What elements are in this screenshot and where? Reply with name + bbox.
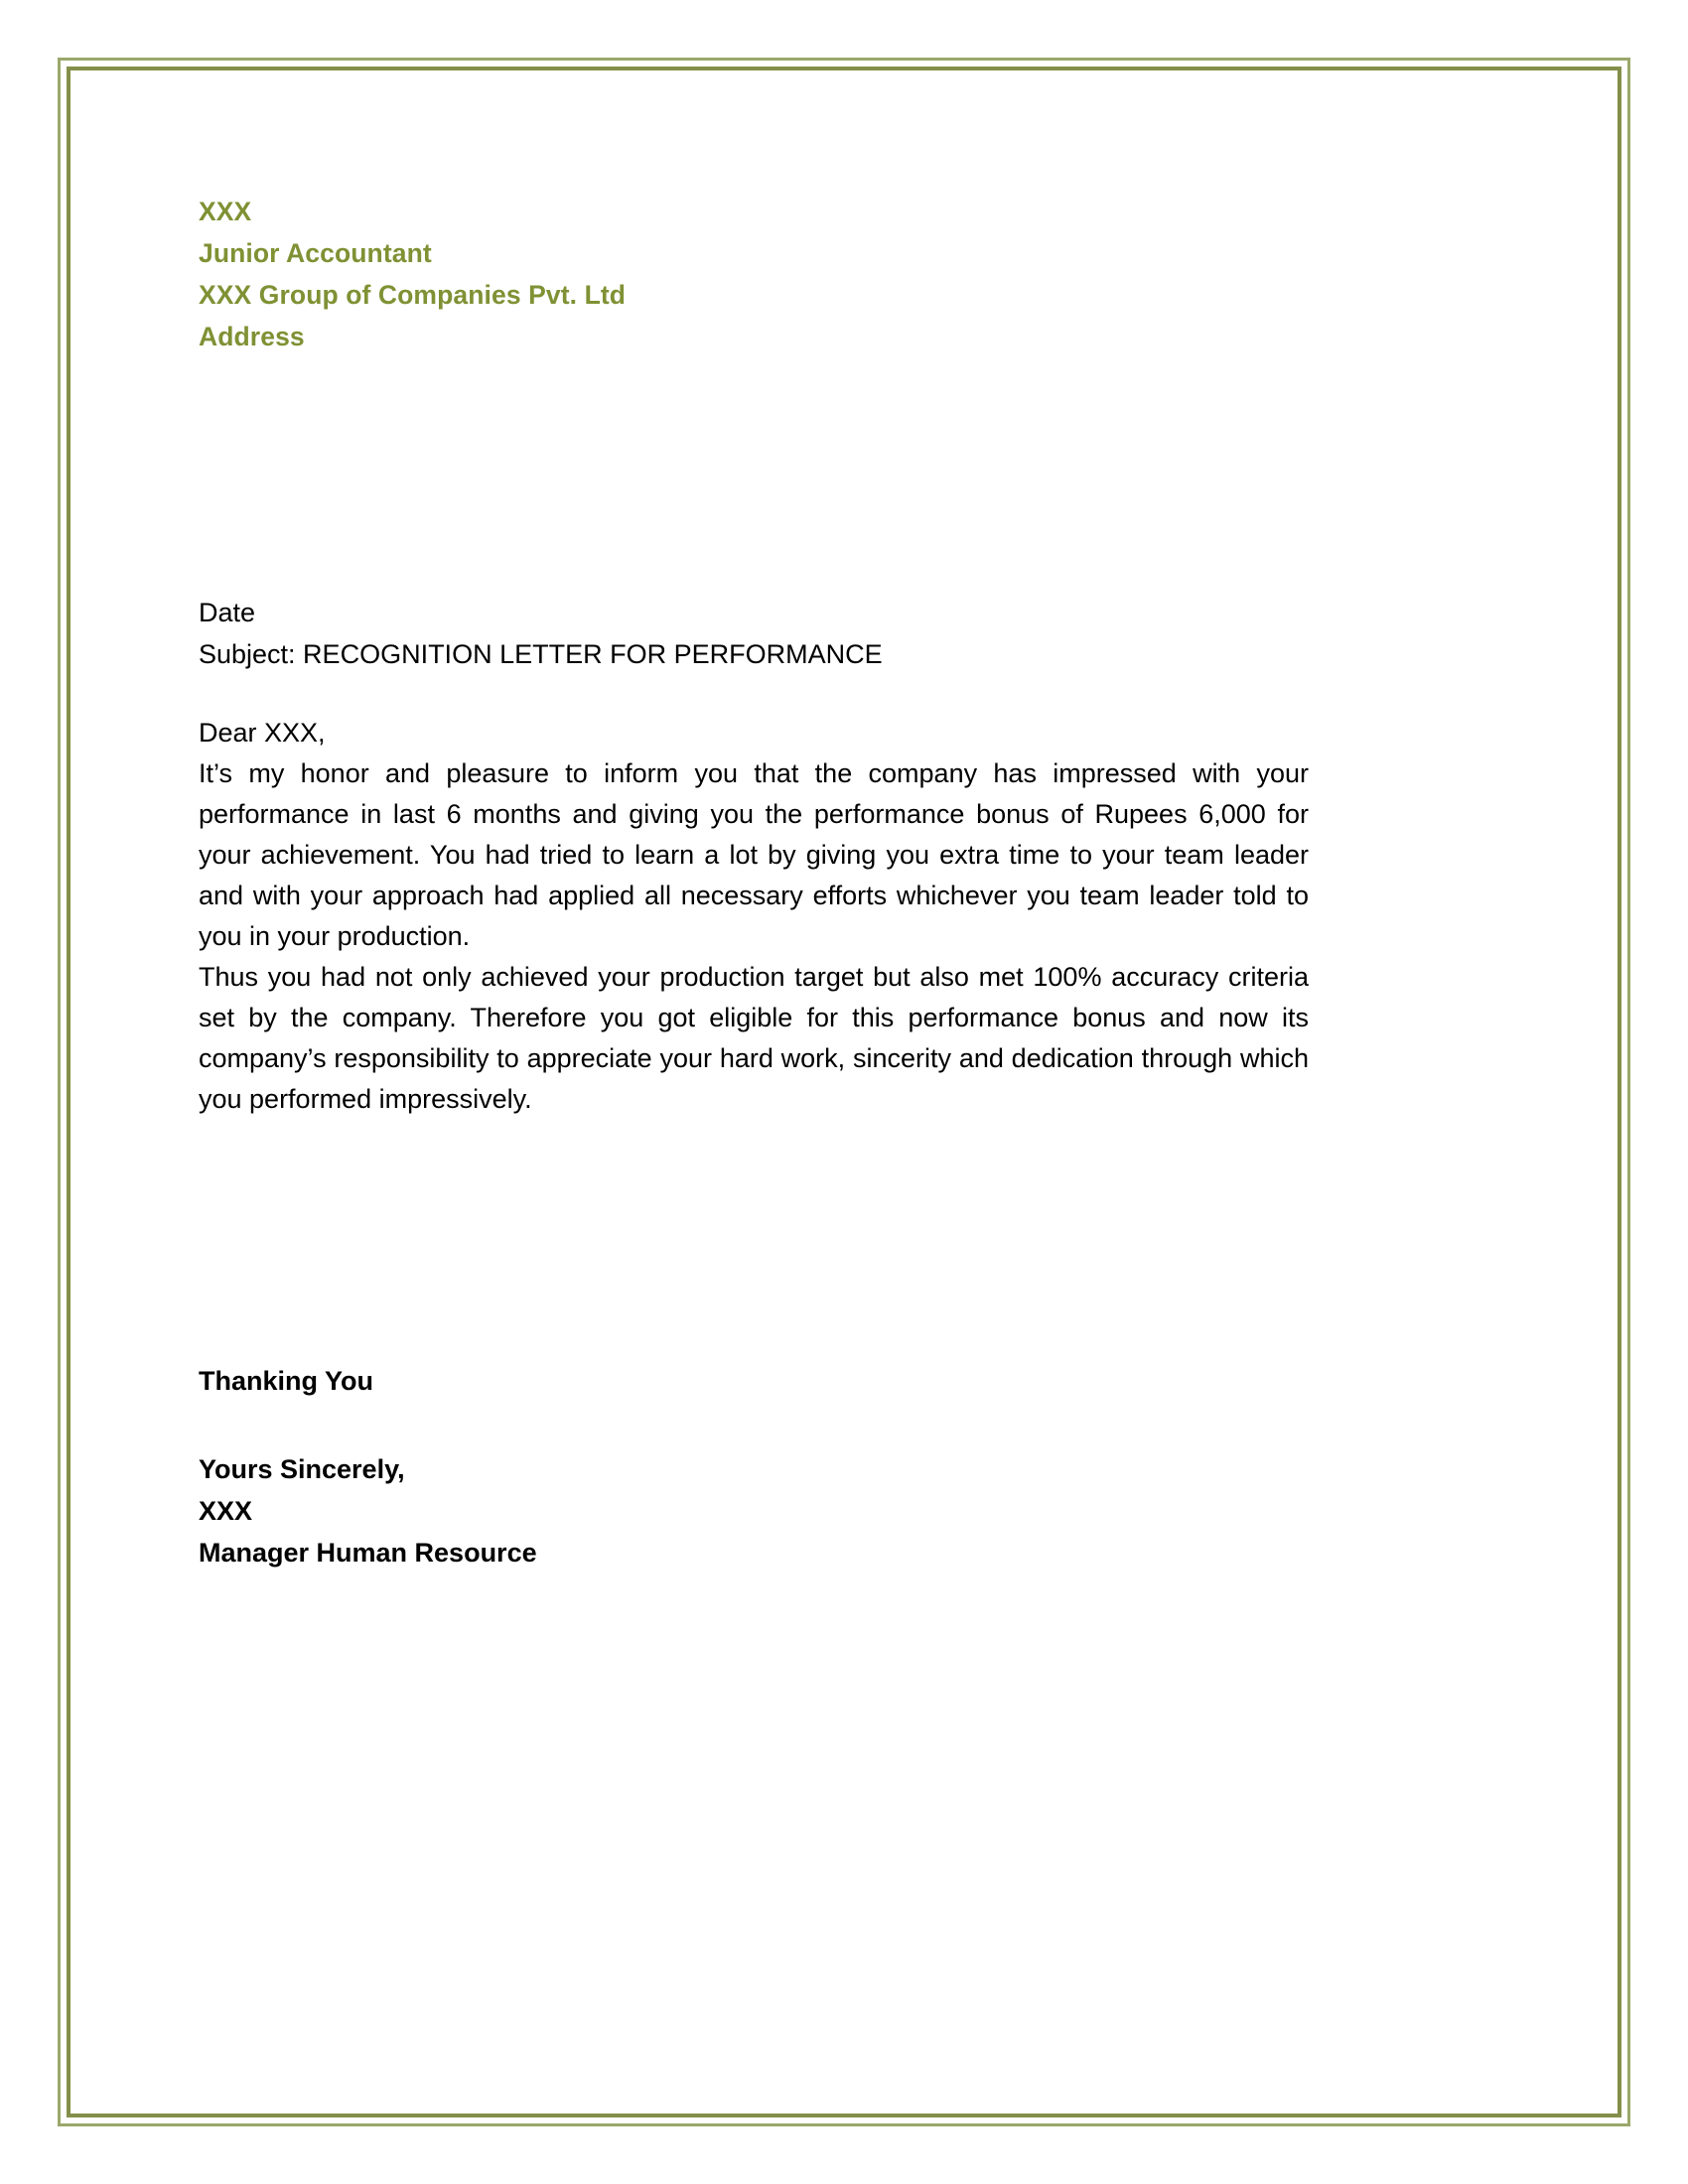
signer-name-line: XXX (199, 1496, 253, 1526)
letter-meta-block (199, 593, 1309, 675)
letterhead-line-name: XXX (199, 197, 252, 226)
closing-spacer (199, 1402, 1309, 1448)
body-paragraph-1: It’s my honor and pleasure to inform you that the company has impressed with your performance in last 6 months and giving you the performance bonus of Rupees 6,000 for your achievement. You had tried to learn a lot by giving you extra time to your team leader and with your approach had applied all necessary efforts whichever you team leader told to you in your production. (199, 758, 1309, 951)
letterhead-line-company: XXX Group of Companies Pvt. Ltd (199, 280, 627, 310)
body-paragraph-2: Thus you had not only achieved your production target but also met 100% accuracy criteria set by the company. Therefore you got eligible for this performance bonus and now its company’s responsibility to appreciate your hard work, sincerity and dedication through which you performed impressively. (199, 962, 1309, 1114)
signer-title-line: Manager Human Resource (199, 1538, 537, 1568)
letterhead-line-address: Address (199, 322, 305, 351)
closing-block (199, 1360, 1309, 1573)
thanking-you-line: Thanking You (199, 1366, 374, 1396)
letterhead-block (199, 191, 1309, 357)
date-line: Date (199, 598, 256, 627)
salutation: Dear XXX, (199, 718, 326, 748)
sign-off-line: Yours Sincerely, (199, 1454, 405, 1484)
subject-line: Subject: RECOGNITION LETTER FOR PERFORMANCE (199, 638, 883, 669)
letterhead-line-title: Junior Accountant (199, 238, 432, 268)
letter-body (199, 713, 1309, 1120)
